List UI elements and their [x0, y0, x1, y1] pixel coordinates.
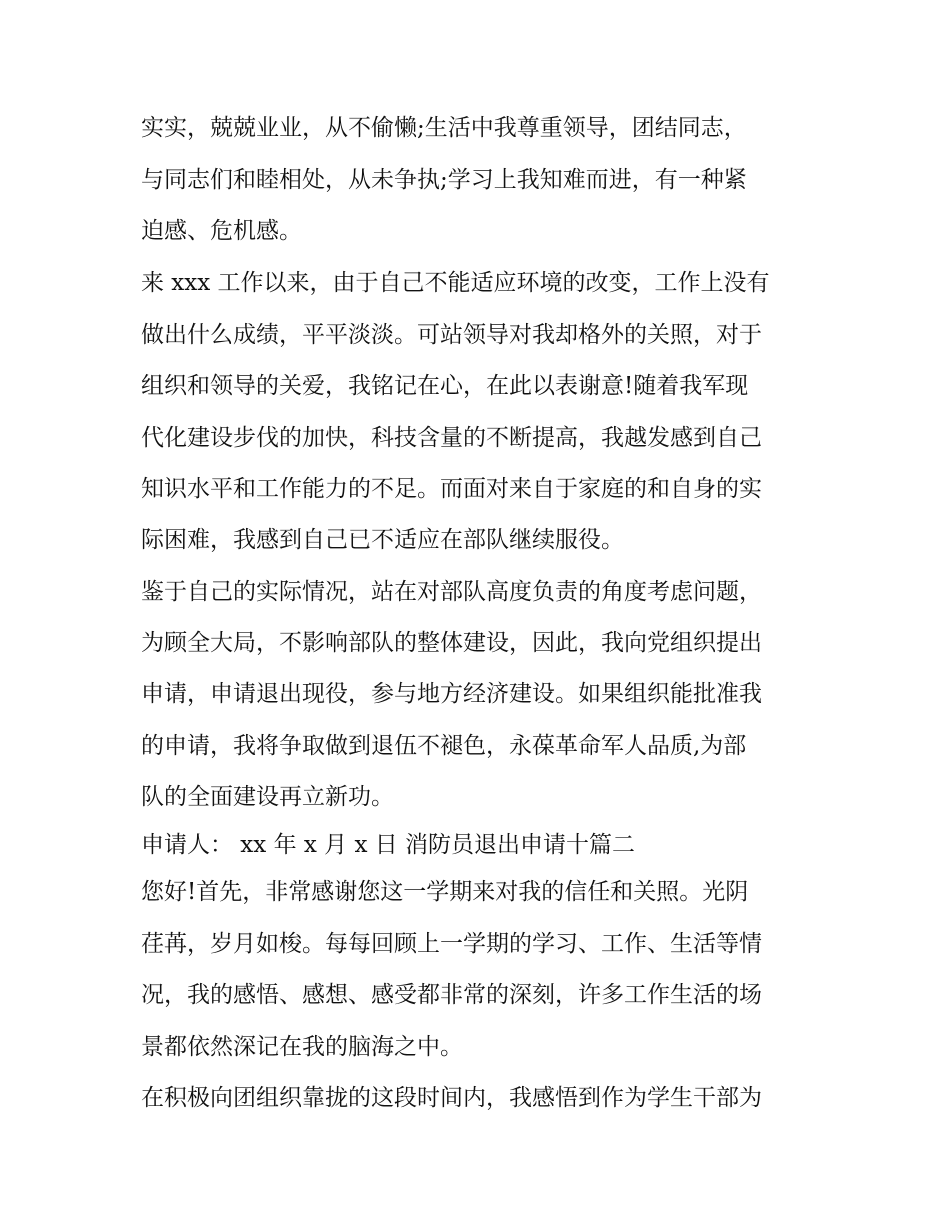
text-line: 您好!首先，非常感谢您这一学期来对我的信任和关照。光阴 — [141, 879, 749, 905]
text-line: 际困难，我感到自己已不适应在部队继续服役。 — [141, 527, 624, 553]
text-line: 知识水平和工作能力的不足。而面对来自于家庭的和自身的实 — [141, 476, 762, 502]
text-line: 实实，兢兢业业，从不偷懒;生活中我尊重领导，团结同志， — [141, 115, 747, 141]
text-line: 为顾全大局，不影响部队的整体建设，因此，我向党组织提出 — [141, 630, 762, 656]
text-line: 代化建设步伐的加快，科技含量的不断提高，我越发感到自己 — [141, 425, 762, 451]
text-line: 迫感、危机感。 — [141, 218, 302, 244]
text-line: 景都依然深记在我的脑海之中。 — [141, 1034, 463, 1060]
text-line: 的申请，我将争取做到退伍不褪色，永葆革命军人品质,为部 — [141, 733, 747, 759]
text-line: 在积极向团组织靠拢的这段时间内，我感悟到作为学生干部为 — [141, 1085, 762, 1111]
text-line: 来 xxx 工作以来，由于自己不能适应环境的改变，工作上没有 — [141, 270, 770, 296]
text-line: 鉴于自己的实际情况，站在对部队高度负责的角度考虑问题， — [141, 579, 762, 605]
text-line: 申请人： xx 年 x 月 x 日 消防员退出申请十篇二 — [141, 832, 636, 858]
text-line: 况，我的感悟、感想、感受都非常的深刻，许多工作生活的场 — [141, 982, 762, 1008]
text-line: 队的全面建设再立新功。 — [141, 784, 394, 810]
text-line: 荏苒，岁月如梭。每每回顾上一学期的学习、工作、生活等情 — [141, 931, 762, 957]
text-line: 与同志们和睦相处，从未争执;学习上我知难而进，有一种紧 — [141, 167, 747, 193]
text-line: 申请，申请退出现役，参与地方经济建设。如果组织能批准我 — [141, 681, 762, 707]
text-line: 做出什么成绩，平平淡淡。可站领导对我却格外的关照，对于 — [141, 322, 762, 348]
text-line: 组织和领导的关爱，我铭记在心，在此以表谢意!随着我军现 — [141, 373, 749, 399]
